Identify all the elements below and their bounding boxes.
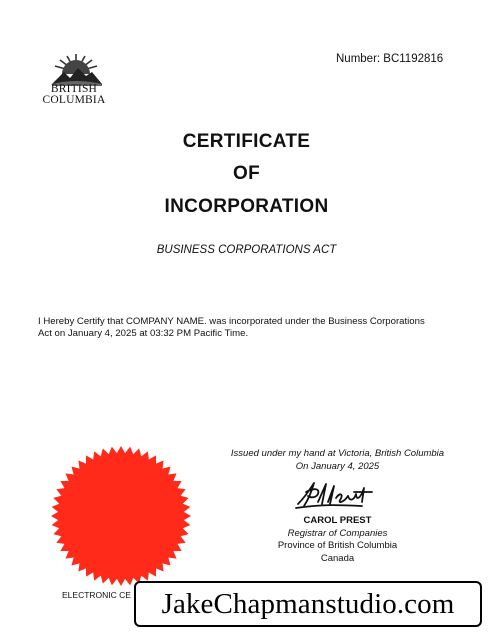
- issued-line-2: On January 4, 2025: [295, 461, 380, 472]
- act-name: BUSINESS CORPORATIONS ACT: [156, 244, 337, 256]
- issued-statement: [215, 447, 460, 473]
- registrar-signature: [292, 478, 378, 512]
- issued-line-1: Issued under my hand at Victoria, British Columbia: [230, 448, 445, 459]
- registrar-name: CAROL PREST: [303, 515, 372, 526]
- registrar-block: [215, 515, 460, 565]
- certification-line-2: Act on January 4, 2025 at 03:32 PM Pacific Time.: [38, 327, 249, 339]
- logo-text-line1: BRITISH: [50, 83, 98, 95]
- watermark-text: JakeChapmanstudio.com: [161, 587, 455, 620]
- certification-statement: [38, 316, 448, 339]
- certificate-number: Number: BC1192816: [336, 53, 444, 65]
- registrar-title: Registrar of Companies: [287, 527, 388, 539]
- electronic-certificate-label: ELECTRONIC CE: [62, 590, 131, 600]
- registrar-province: Province of British Columbia: [277, 540, 398, 551]
- title-line-3: INCORPORATION: [164, 196, 329, 217]
- logo-text-line2: COLUMBIA: [42, 94, 106, 106]
- logo-text: [38, 84, 110, 106]
- certification-line-1: I Hereby Certify that COMPANY NAME. was incorporated under the Business Corporations: [38, 316, 425, 327]
- seal-starburst: [51, 446, 191, 586]
- title-line-2: OF: [233, 163, 260, 184]
- red-seal: [50, 445, 192, 587]
- watermark-banner: [134, 581, 482, 627]
- title-line-1: CERTIFICATE: [182, 131, 311, 152]
- registrar-country: Canada: [320, 552, 355, 564]
